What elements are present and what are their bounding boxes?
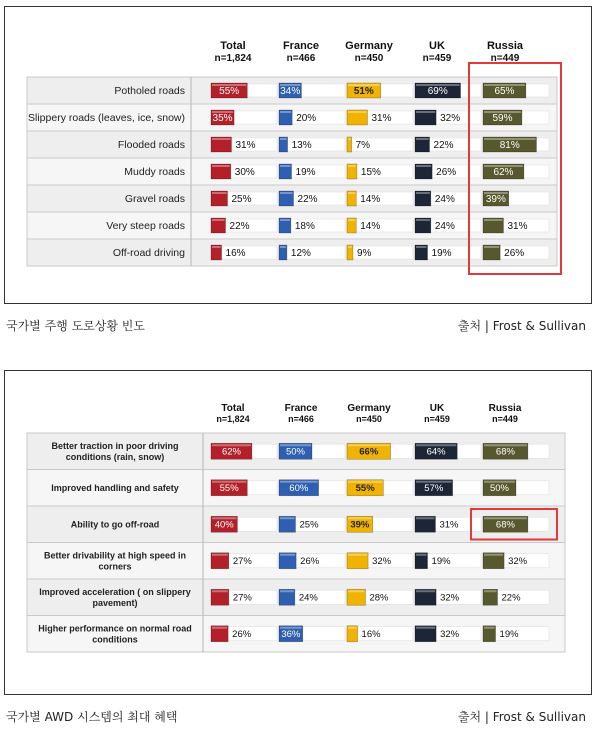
- value-label-france-5: 36%: [281, 629, 301, 641]
- bar-shine: [416, 165, 431, 167]
- bar-shine: [348, 590, 364, 592]
- bar-shine: [212, 138, 230, 140]
- value-label-france-3: 19%: [295, 167, 316, 179]
- bar-shine: [348, 138, 351, 140]
- value-label-russia-0: 68%: [495, 446, 515, 458]
- column-header-france: France: [282, 40, 320, 52]
- value-label-france-3: 26%: [300, 556, 320, 568]
- column-header-uk: UK: [429, 403, 445, 414]
- column-header-germany: Germany: [345, 40, 393, 52]
- column-n-france: n=466: [286, 53, 316, 64]
- column-n-germany: n=450: [356, 414, 382, 424]
- column-header-total: Total: [221, 403, 245, 414]
- category-label-1: Slippery roads (leaves, ice, snow): [28, 112, 185, 125]
- value-label-total-3: 27%: [232, 556, 252, 568]
- value-label-uk-2: 31%: [439, 519, 459, 531]
- value-label-uk-3: 26%: [436, 167, 457, 179]
- chart-2-awd-benefits: [5, 371, 591, 694]
- row-1-5: [27, 212, 557, 239]
- chart-panel-2: [4, 370, 592, 695]
- value-label-total-4: 25%: [231, 194, 252, 206]
- bar-shine: [416, 246, 427, 248]
- bar-shine: [212, 246, 221, 248]
- bar-shine: [416, 590, 435, 592]
- column-header-uk: UK: [429, 40, 445, 52]
- caption-2-title: 국가별 AWD 시스템의 최대 혜택: [6, 710, 178, 724]
- value-label-russia-3: 32%: [508, 556, 528, 568]
- row-1-4: [27, 185, 557, 212]
- column-n-total: n=1,824: [216, 414, 250, 424]
- value-label-germany-3: 15%: [360, 167, 381, 179]
- bar-shine: [416, 192, 430, 194]
- bar-shine: [280, 138, 287, 140]
- value-label-uk-5: 32%: [440, 629, 460, 641]
- category-label-1: Improved handling and safety: [51, 482, 179, 493]
- column-n-total: n=1,824: [214, 53, 252, 64]
- value-label-germany-5: 16%: [361, 629, 381, 641]
- value-label-germany-3: 32%: [372, 556, 392, 568]
- column-n-russia: n=449: [490, 53, 520, 64]
- bar-shine: [212, 219, 225, 221]
- category-label-5: Higher performance on normal road conditions: [38, 623, 192, 645]
- caption-1-title: 국가별 주행 도로상황 빈도: [6, 319, 145, 333]
- value-label-uk-0: 64%: [426, 446, 446, 458]
- value-label-uk-1: 32%: [440, 113, 461, 125]
- value-label-uk-2: 22%: [433, 140, 454, 152]
- bar-shine: [348, 111, 366, 113]
- row-1-6: [27, 239, 557, 266]
- bar-shine: [280, 165, 291, 167]
- bar-shine: [280, 554, 295, 556]
- bar-shine: [280, 111, 291, 113]
- column-n-germany: n=450: [354, 53, 384, 64]
- value-label-total-1: 35%: [212, 113, 233, 125]
- row-1-2: [27, 131, 557, 158]
- bar-shine: [212, 554, 228, 556]
- value-label-france-0: 50%: [285, 446, 306, 458]
- column-header-russia: Russia: [488, 403, 522, 414]
- column-n-france: n=466: [288, 414, 314, 424]
- value-label-russia-4: 39%: [485, 194, 506, 206]
- row-1-0: [27, 77, 557, 104]
- column-header-russia: Russia: [486, 40, 524, 52]
- caption-2-source: 출처 | Frost & Sullivan: [457, 710, 586, 724]
- value-label-russia-0: 65%: [494, 86, 515, 98]
- bar-shine: [416, 627, 435, 629]
- bar-shine: [212, 627, 227, 629]
- value-label-russia-3: 62%: [493, 167, 514, 179]
- value-label-total-2: 40%: [214, 519, 234, 531]
- category-label-2: Ability to go off-road: [70, 519, 160, 530]
- value-label-russia-1: 59%: [492, 113, 513, 125]
- value-label-france-1: 60%: [289, 483, 309, 495]
- bar-shine: [280, 219, 290, 221]
- bar-shine: [484, 627, 495, 629]
- chart-panel-1: [4, 6, 592, 304]
- column-n-uk: n=459: [424, 414, 450, 424]
- value-label-germany-4: 14%: [360, 194, 381, 206]
- category-label-3: Better drivability at high speed in corners: [43, 550, 187, 572]
- value-label-russia-5: 19%: [499, 629, 519, 641]
- value-label-germany-2: 39%: [350, 519, 370, 531]
- bar-shine: [280, 517, 295, 519]
- bar-shine: [212, 192, 227, 194]
- category-label-4: Improved acceleration ( on slippery pavement): [39, 586, 191, 608]
- value-label-uk-6: 19%: [431, 248, 452, 260]
- bar-shine: [280, 192, 293, 194]
- category-label-0: Better traction in poor driving conditions (rain, snow): [51, 440, 179, 462]
- caption-1-source: 출처 | Frost & Sullivan: [457, 319, 586, 333]
- bar-shine: [348, 219, 355, 221]
- row-2-1: [27, 470, 565, 507]
- value-label-russia-6: 26%: [504, 248, 525, 260]
- column-header-total: Total: [220, 40, 246, 52]
- value-label-france-4: 22%: [297, 194, 318, 206]
- value-label-russia-4: 22%: [501, 592, 521, 604]
- bar-shine: [416, 554, 427, 556]
- value-label-france-1: 20%: [296, 113, 317, 125]
- value-label-germany-6: 9%: [356, 248, 372, 260]
- bar-track: [279, 138, 345, 151]
- bar-shine: [484, 590, 497, 592]
- category-label-5: Very steep roads: [106, 220, 185, 233]
- value-label-germany-2: 7%: [355, 140, 371, 152]
- value-label-france-2: 13%: [291, 140, 312, 152]
- value-label-total-5: 22%: [229, 221, 250, 233]
- bar-shine: [416, 138, 429, 140]
- value-label-germany-5: 14%: [360, 221, 381, 233]
- bar-shine: [348, 554, 367, 556]
- value-label-total-1: 55%: [219, 483, 239, 495]
- value-label-total-0: 55%: [219, 86, 240, 98]
- row-1-1: [27, 104, 557, 131]
- value-label-russia-5: 31%: [507, 221, 528, 233]
- value-label-france-0: 34%: [280, 86, 301, 98]
- value-label-germany-0: 51%: [353, 86, 374, 98]
- value-label-germany-0: 66%: [359, 446, 379, 458]
- value-label-total-0: 62%: [221, 446, 241, 458]
- bar-shine: [484, 246, 499, 248]
- bar-shine: [280, 246, 286, 248]
- value-label-germany-1: 31%: [371, 113, 392, 125]
- row-2-3: [27, 543, 565, 580]
- bar-shine: [484, 219, 502, 221]
- category-label-6: Off-road driving: [112, 247, 185, 260]
- bar-shine: [348, 165, 356, 167]
- row-1-3: [27, 158, 557, 185]
- value-label-france-5: 18%: [294, 221, 315, 233]
- row-2-5: [27, 616, 565, 653]
- column-n-uk: n=459: [422, 53, 452, 64]
- bar-shine: [212, 590, 228, 592]
- value-label-germany-1: 55%: [355, 483, 375, 495]
- bar-shine: [484, 554, 503, 556]
- value-label-total-6: 16%: [225, 248, 246, 260]
- chart-1-road-conditions: [5, 7, 591, 303]
- bar-shine: [416, 111, 435, 113]
- value-label-uk-5: 24%: [434, 221, 455, 233]
- value-label-total-5: 26%: [232, 629, 252, 641]
- bar-shine: [280, 590, 294, 592]
- value-label-russia-2: 81%: [499, 140, 520, 152]
- value-label-uk-4: 24%: [434, 194, 455, 206]
- column-n-russia: n=449: [492, 414, 518, 424]
- value-label-france-2: 25%: [299, 519, 319, 531]
- category-label-3: Muddy roads: [124, 166, 185, 179]
- column-header-france: France: [284, 403, 318, 414]
- value-label-uk-0: 69%: [427, 86, 448, 98]
- bar-shine: [348, 192, 355, 194]
- category-label-4: Gravel roads: [124, 193, 185, 206]
- bar-shine: [212, 165, 230, 167]
- category-label-0: Potholed roads: [114, 85, 185, 98]
- value-label-total-2: 31%: [235, 140, 256, 152]
- bar-shine: [416, 219, 430, 221]
- value-label-france-6: 12%: [290, 248, 311, 260]
- value-label-germany-4: 28%: [369, 592, 389, 604]
- row-2-4: [27, 579, 565, 616]
- value-label-total-4: 27%: [232, 592, 252, 604]
- row-2-0: [27, 433, 565, 470]
- value-label-total-3: 30%: [234, 167, 255, 179]
- bar-shine: [416, 517, 434, 519]
- value-label-uk-1: 57%: [424, 483, 444, 495]
- value-label-uk-4: 32%: [440, 592, 460, 604]
- bar-track: [279, 246, 345, 259]
- value-label-france-4: 24%: [298, 592, 318, 604]
- value-label-uk-3: 19%: [431, 556, 451, 568]
- bar-shine: [348, 246, 352, 248]
- column-header-germany: Germany: [347, 403, 391, 414]
- value-label-russia-1: 50%: [489, 483, 510, 495]
- row-2-2: [27, 506, 565, 543]
- category-label-2: Flooded roads: [117, 139, 185, 152]
- bar-shine: [348, 627, 357, 629]
- value-label-russia-2: 68%: [495, 519, 515, 531]
